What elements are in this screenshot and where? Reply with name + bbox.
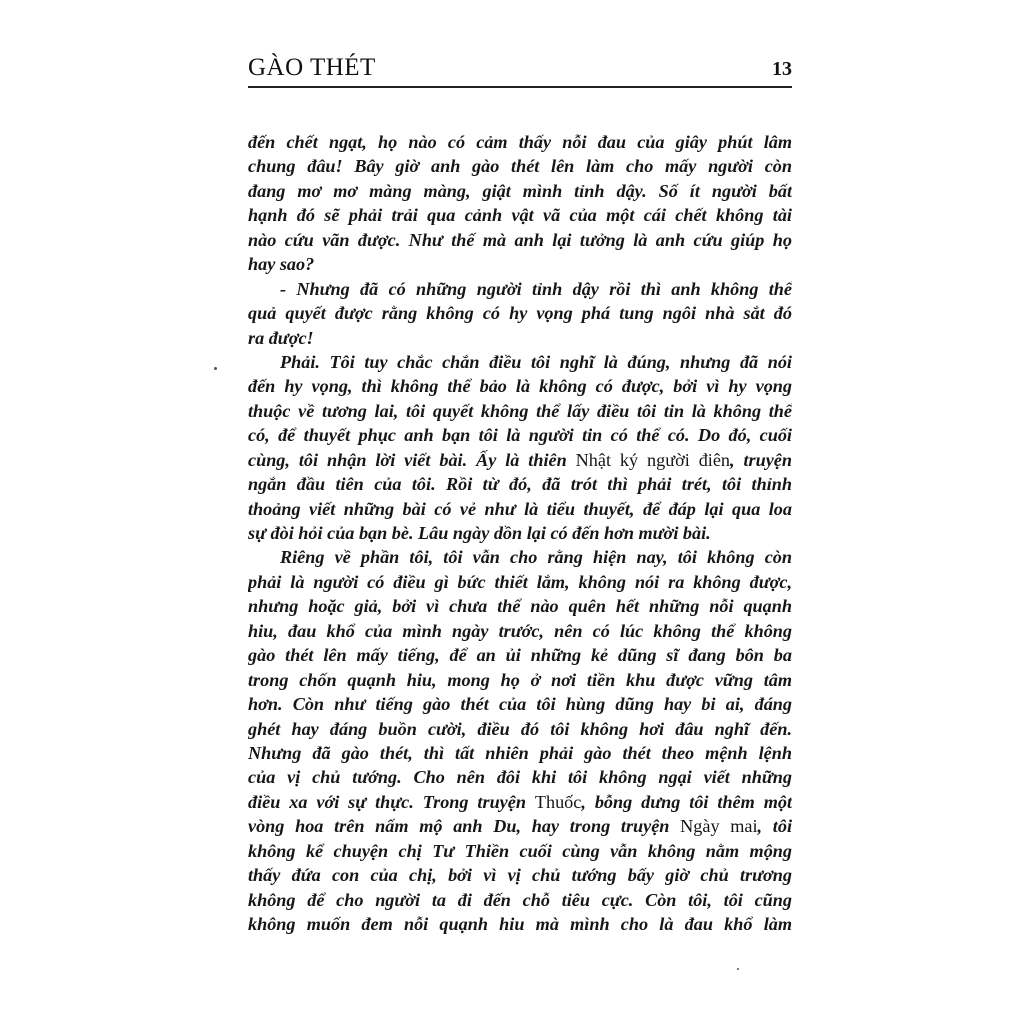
story-title: Nhật ký người điên <box>575 449 731 470</box>
text-line <box>248 790 792 814</box>
story-title: Ngày mai <box>680 816 758 837</box>
text-line: hiu, đau khổ của mình ngày trước, nên có lúc không thể không <box>248 620 792 641</box>
print-speck <box>214 367 217 370</box>
text-line: hơn. Còn như tiếng gào thét của tôi hùng dũng hay bi ai, đáng <box>248 694 792 715</box>
text-line: đang mơ mơ màng màng, giật mình tỉnh dậy. Số ít người bất <box>248 180 792 201</box>
text-line: thấy đứa con của chị, bởi vì vị chủ tướng bấy giờ chủ trương <box>248 865 792 886</box>
text-line: - Nhưng đã có những người tỉnh dậy rồi thì anh không thể <box>280 278 792 299</box>
text-line: ra được! <box>248 327 314 348</box>
header-rule <box>248 86 792 88</box>
text-line: không để cho người ta đi đến chỗ tiêu cực. Còn tôi, tôi cũng <box>248 889 792 910</box>
text-line: Nhưng đã gào thét, thì tất nhiên phải gào thét theo mệnh lệnh <box>248 742 792 763</box>
text-line: không muốn đem nỗi quạnh hiu mà mình cho là đau khổ làm <box>248 914 792 934</box>
text-line: có, để thuyết phục anh bạn tôi là người tin có thể có. Do đó, cuối <box>248 425 792 446</box>
text-line: đến chết ngạt, họ nào có cảm thấy nỗi đau của giây phút lâm <box>248 132 792 152</box>
text-line <box>248 448 792 472</box>
text-segment: điều xa với sự thực. Trong truyện <box>248 791 535 812</box>
text-line: hay sao? <box>248 254 315 275</box>
text-line: Riêng về phần tôi, tôi vẫn cho rằng hiện nay, tôi không còn <box>280 547 792 568</box>
text-line: thoảng viết những bài có vẻ như là tiểu thuyết, để đáp lại qua loa <box>248 498 792 519</box>
text-line: Phải. Tôi tuy chắc chắn điều tôi nghĩ là đúng, nhưng đã nói <box>280 351 792 372</box>
text-line: của vị chủ tướng. Cho nên đôi khi tôi không ngại viết những <box>248 767 792 788</box>
text-line <box>248 814 792 838</box>
text-line: nhưng hoặc giả, bởi vì chưa thể nào quên hết những nỗi quạnh <box>248 596 792 617</box>
text-line: ghét hay đáng buồn cười, điều đó tôi không hơi đâu nghĩ đến. <box>248 718 792 739</box>
text-line: sự đòi hỏi của bạn bè. Lâu ngày dồn lại có đến hơn mười bài. <box>248 523 711 543</box>
text-line: đến hy vọng, thì không thể bảo là không có được, bởi vì hy vọng <box>248 376 792 397</box>
text-segment: , tôi <box>757 816 792 837</box>
text-line: hạnh đó sẽ phải trải qua cảnh vật vã của một cái chết không tài <box>248 205 792 226</box>
text-segment: , bỗng dưng tôi thêm một <box>581 791 792 812</box>
running-title: GÀO THÉT <box>248 54 376 81</box>
text-line: không kể chuyện chị Tư Thiền cuối cùng vẫn không nằm mộng <box>248 840 792 861</box>
text-segment: , truyện <box>730 449 792 470</box>
text-line: chung đâu! Bây giờ anh gào thét lên làm cho mấy người còn <box>248 156 792 177</box>
page-number: 13 <box>772 58 792 80</box>
story-title: Thuốc <box>534 791 582 812</box>
text-line: quả quyết được rằng không có hy vọng phá tung ngôi nhà sắt đó <box>248 303 792 324</box>
text-line: gào thét lên mấy tiếng, để an ủi những kẻ dũng sĩ đang bôn ba <box>248 645 792 666</box>
text-line: phải là người có điều gì bức thiết lắm, không nói ra không được, <box>248 571 792 592</box>
text-line: nào cứu vãn được. Như thế mà anh lại tưởng là anh cứu giúp họ <box>248 229 792 250</box>
text-line: trong chốn quạnh hiu, mong họ ở nơi tiền khu được vững tâm <box>248 669 792 690</box>
text-segment: cùng, tôi nhận lời viết bài. Ấy là thiên <box>248 449 576 470</box>
print-speck <box>737 968 739 970</box>
page-header <box>248 50 792 90</box>
text-line: ngắn đầu tiên của tôi. Rồi từ đó, đã trót thì phải trét, tôi thỉnh <box>248 474 792 495</box>
body-text <box>248 130 792 936</box>
text-segment: vòng hoa trên nấm mộ anh Du, hay trong truyện <box>248 816 681 837</box>
text-line: thuộc về tương lai, tôi quyết không thể lấy điều tôi tin là không thể <box>248 400 792 421</box>
